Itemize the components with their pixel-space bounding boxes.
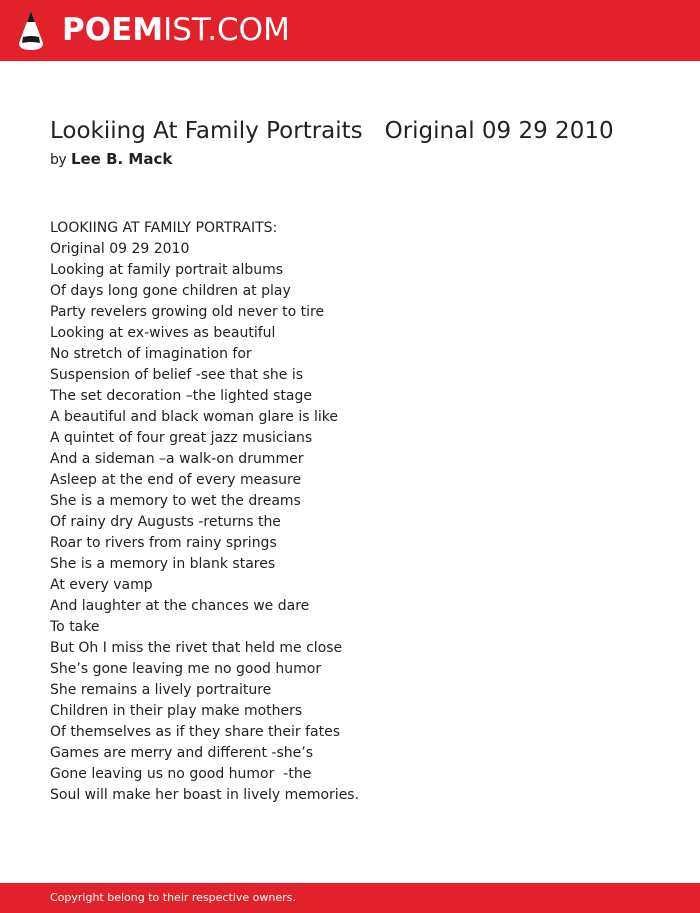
poem-line: And laughter at the chances we dare xyxy=(50,598,310,614)
poem-body xyxy=(50,218,650,806)
poem-line: Of days long gone children at play xyxy=(50,283,291,299)
poem-line: She’s gone leaving me no good humor xyxy=(50,661,322,677)
site-header xyxy=(0,0,700,61)
poem-line: Children in their play make mothers xyxy=(50,703,303,719)
poem-line: Suspension of belief -see that she is xyxy=(50,367,304,383)
poem-line: Looking at family portrait albums xyxy=(50,262,284,278)
byline xyxy=(50,149,172,170)
poem-line: Party revelers growing old never to tire xyxy=(50,304,325,320)
poem-line: Of rainy dry Augusts -returns the xyxy=(50,514,281,530)
poem-line: Of themselves as if they share their fates xyxy=(50,724,340,740)
poem-line: LOOKIING AT FAMILY PORTRAITS: xyxy=(50,220,278,236)
site-footer xyxy=(0,883,700,913)
poem-line: She is a memory in blank stares xyxy=(50,556,276,572)
by-label: by xyxy=(50,152,67,168)
pencil-tip-icon[interactable] xyxy=(18,10,44,52)
logo-text-light: IST.COM xyxy=(163,12,290,48)
poem-line: Gone leaving us no good humor -the xyxy=(50,766,312,782)
poem-line: She is a memory to wet the dreams xyxy=(50,493,301,509)
poem-line: She remains a lively portraiture xyxy=(50,682,272,698)
poem-line: No stretch of imagination for xyxy=(50,346,252,362)
poem-line: But Oh I miss the rivet that held me close xyxy=(50,640,343,656)
poem-line: A quintet of four great jazz musicians xyxy=(50,430,313,446)
poem-line: And a sideman –a walk-on drummer xyxy=(50,451,304,467)
poem-line: Games are merry and different -she’s xyxy=(50,745,314,761)
poem-title: Lookiing At Family Portraits Original 09 29 2010 xyxy=(50,118,614,144)
poem-line: Asleep at the end of every measure xyxy=(50,472,302,488)
poem-line: A beautiful and black woman glare is like xyxy=(50,409,338,425)
poem-line: To take xyxy=(50,619,100,635)
poem-line: At every vamp xyxy=(50,577,153,593)
author-name: Lee B. Mack xyxy=(70,150,173,168)
logo-text-bold: POEM xyxy=(62,12,164,48)
poem-line: The set decoration –the lighted stage xyxy=(50,388,312,404)
copyright-notice: Copyright belong to their respective owners. xyxy=(50,891,296,904)
poem-line: Roar to rivers from rainy springs xyxy=(50,535,277,551)
poem-line: Original 09 29 2010 xyxy=(50,241,190,257)
site-logo[interactable] xyxy=(62,12,290,48)
poem-line: Looking at ex-wives as beautiful xyxy=(50,325,276,341)
poem-line: Soul will make her boast in lively memories. xyxy=(50,787,360,803)
